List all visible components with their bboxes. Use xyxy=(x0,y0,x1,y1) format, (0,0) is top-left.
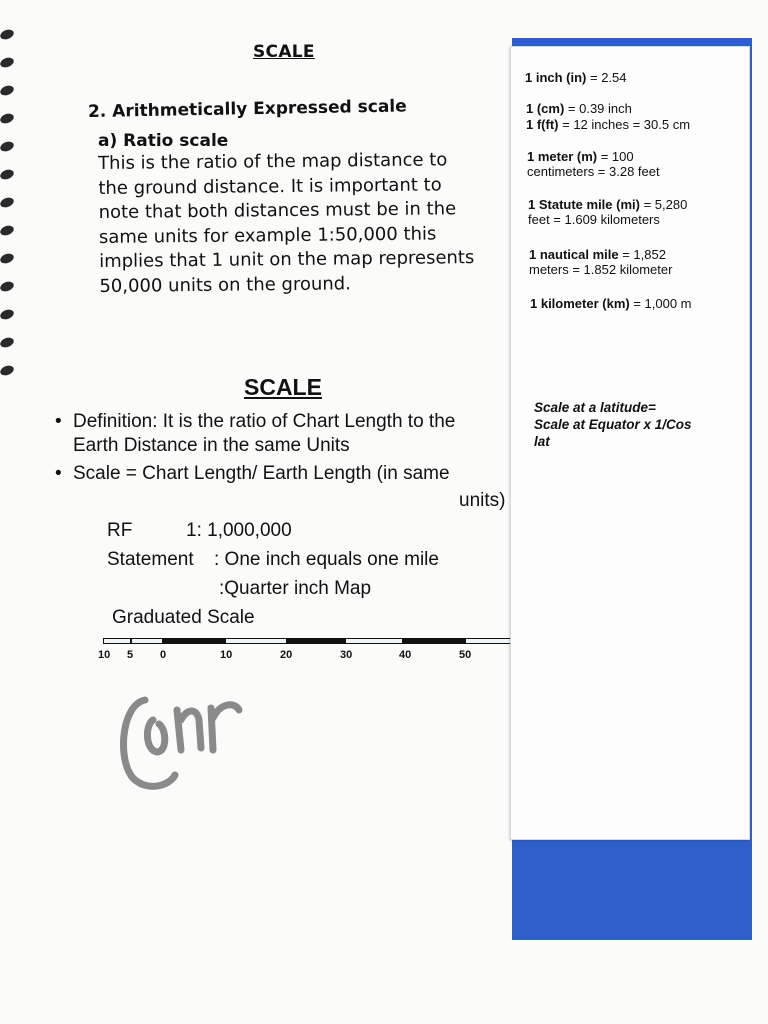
scale-tick-label: 10 xyxy=(220,649,233,661)
formula-continuation: units) xyxy=(459,490,506,511)
conversion-cm: 1 (cm) = 0.39 inch xyxy=(526,101,632,116)
scale-tick-label: 20 xyxy=(280,649,293,661)
scale-segment xyxy=(287,638,345,644)
statement-value-2: :Quarter inch Map xyxy=(219,578,372,599)
ratio-scale-paragraph xyxy=(98,148,480,299)
conversion-note-card xyxy=(510,46,750,840)
statement-label: Statement xyxy=(107,549,194,570)
definition-line-1: Definition: It is the ratio of Chart Length to the xyxy=(73,411,456,432)
conversion-nautical-mile: 1 nautical mile = 1,852 meters = 1.852 kilometer xyxy=(529,247,673,277)
scale-tick-label: 40 xyxy=(399,649,412,661)
rf-value: 1: 1,000,000 xyxy=(186,520,292,541)
scale-segment xyxy=(103,638,131,644)
paragraph-line: same units for example 1:50,000 this xyxy=(98,222,437,248)
scale-segment xyxy=(345,638,403,644)
spiral-binding xyxy=(0,30,16,390)
formula-line: Scale = Chart Length/ Earth Length (in same xyxy=(73,463,450,484)
rf-label: RF xyxy=(107,520,133,541)
page-title: SCALE xyxy=(253,42,315,62)
subsection-heading: a) Ratio scale xyxy=(98,131,229,151)
scale-tick-label: 50 xyxy=(459,649,472,661)
paragraph-line: implies that 1 unit on the map represents xyxy=(99,247,475,272)
scale-tick-label: 5 xyxy=(127,649,134,661)
statement-value: : One inch equals one mile xyxy=(214,549,439,570)
slide-title: SCALE xyxy=(244,374,322,400)
paragraph-line: 50,000 units on the ground. xyxy=(99,272,351,297)
conversion-ft: 1 f(ft) = 12 inches = 30.5 cm xyxy=(526,117,691,132)
graduated-scale-bar xyxy=(103,638,513,646)
handwritten-signature xyxy=(115,680,255,800)
graduated-scale-label: Graduated Scale xyxy=(112,607,255,628)
bullet-dot: • xyxy=(55,411,62,432)
conversion-inch: 1 inch (in) = 2.54 xyxy=(525,70,627,85)
scale-segment xyxy=(131,638,163,644)
scale-segment xyxy=(403,638,465,644)
formula-bullet xyxy=(55,462,450,486)
bullet-dot: • xyxy=(55,463,62,484)
scale-segment xyxy=(163,638,225,644)
definition-bullet xyxy=(55,410,456,458)
scale-tick-label: 0 xyxy=(160,649,167,661)
paragraph-line: the ground distance. It is important to xyxy=(98,173,442,199)
conversion-kilometer: 1 kilometer (km) = 1,000 m xyxy=(530,296,692,311)
section-heading: 2. Arithmetically Expressed scale xyxy=(87,96,407,122)
conversion-meter: 1 meter (m) = 100 centimeters = 3.28 feet xyxy=(527,149,660,179)
paragraph-line: note that both distances must be in the xyxy=(98,198,457,223)
paragraph-line: This is the ratio of the map distance to xyxy=(98,149,448,174)
scale-segment xyxy=(225,638,287,644)
definition-line-2: Earth Distance in the same Units xyxy=(73,435,350,456)
conversion-statute-mile: 1 Statute mile (mi) = 5,280 feet = 1.609 kilometers xyxy=(528,197,688,227)
latitude-scale-formula: Scale at a latitude= Scale at Equator x 1/Cos lat xyxy=(534,400,692,449)
scale-tick-label: 30 xyxy=(340,649,353,661)
scale-segment xyxy=(465,638,513,644)
scale-tick-label: 10 xyxy=(98,649,111,661)
